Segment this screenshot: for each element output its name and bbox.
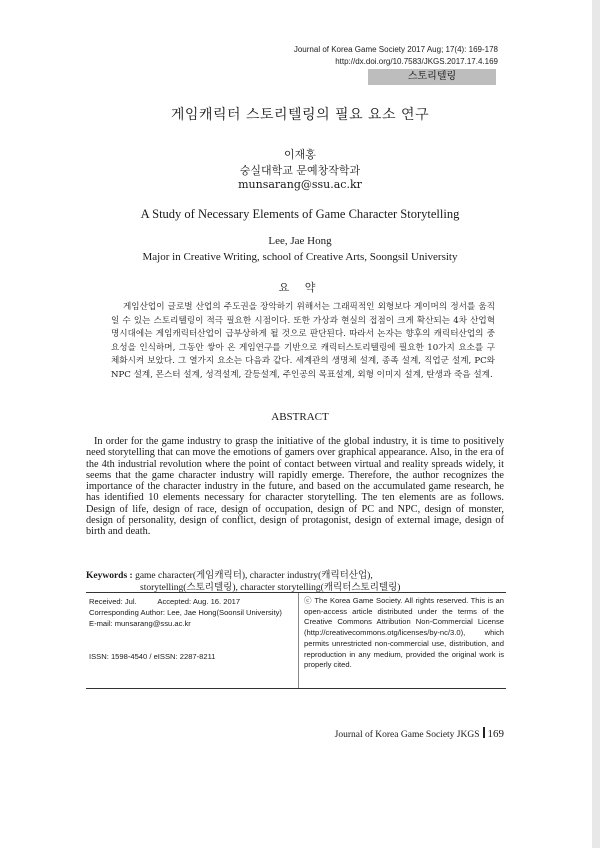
abstract-english-heading: ABSTRACT xyxy=(271,411,329,423)
affiliation-english: Major in Creative Writing, school of Creative Arts, Soongsil University xyxy=(142,251,458,263)
journal-citation: Journal of Korea Game Society 2017 Aug; 17(4): 169-178 xyxy=(293,45,498,54)
abstract-english: In order for the game industry to grasp the initiative of the global industry, it is time to positively need storytelling that can move the emotions of gamers over graphical appearance. Also, in the era of the 4th industrial revolution where the point of contact between virtual and reality spreads widely, it seems that the game character industry will rapidly emerge. Therefore, the author recognizes the importance of the character industry in the future, and based on the accumulated game research, he has identified 10 elements necessary for character storytelling. The ten elements are as follows. Design of life, design of race, design of occupation, design of PC and NPC, design of monster, design of personality, design of conflict, design of protagonist, design of external image, design of birth and death. xyxy=(86,436,504,538)
article-info-box xyxy=(86,592,506,689)
abstract-korean-heading: 요 약 xyxy=(278,281,322,294)
footer-divider xyxy=(483,727,485,738)
article-info-left xyxy=(89,596,289,662)
issn: ISSN: 1598-4540 / eISSN: 2287-8211 xyxy=(89,652,216,661)
footer-journal: Journal of Korea Game Society JKGS xyxy=(334,730,480,740)
section-tag: 스토리텔링 xyxy=(368,69,496,85)
author-korean: 이재홍 xyxy=(284,148,316,161)
license-notice: ⓒ The Korea Game Society. All rights reserved. This is an open-access article distributed under the terms of the Creative Commons Attribution Non-Commercial License (http://creativecommons.otg/licenses/by-nc/3.0), which permits unrestricted non-commercial use, distribution, and reproduction in any medium, provided the original work is properly cited. xyxy=(304,596,504,670)
affiliation-korean: 숭실대학교 문예창작학과 xyxy=(239,164,361,177)
keywords-label: Keywords : xyxy=(86,571,133,581)
page-number: 169 xyxy=(487,728,504,740)
corresponding-author: Corresponding Author: Lee, Jae Hong(Soonsil University) xyxy=(89,608,282,617)
keywords-line-2: storytelling(스토리텔링), character storytelling(캐릭터스토리텔링) xyxy=(140,583,401,593)
abstract-korean: 게임산업이 글로벌 산업의 주도권을 장악하기 위해서는 그래픽적인 외형보다 게이머의 정서를 움직일 수 있는 스토리텔링이 적극 필요한 시점이다. 또한 가상과 현실의 접점이 크게 확산되는 4차 산업혁명시대에는 게임캐릭터산업이 급부상하게 될 것으로 판단된다. 따라서 논자는 향후의 캐릭터산업의 중요성을 인식하며, 그동안 쌓아 온 게임연구를 기반으로 캐릭터스토리텔링에 필요한 10가지 요소를 구체화시켜 보았다. 그 열가지 요소는 다음과 같다. 세계관의 생명체 설계, 종족 설계, 직업군 설계, PC와 NPC 설계, 몬스터 설계, 성격설계, 갈등설계, 주인공의 목표설계, 외형 이미지 설계, 탄생과 죽음 설계. xyxy=(111,302,495,380)
page-footer xyxy=(335,727,504,740)
keywords-block xyxy=(86,570,506,594)
doi-link[interactable]: http://dx.doi.org/10.7583/JKGS.2017.17.4.169 xyxy=(335,57,498,66)
page-edge xyxy=(592,0,600,848)
author-english: Lee, Jae Hong xyxy=(268,235,332,247)
title-korean: 게임캐릭터 스토리텔링의 필요 요소 연구 xyxy=(170,107,430,123)
keywords-line-1: game character(게임캐릭터), character industry(캐릭터산업), xyxy=(135,571,373,581)
title-english: A Study of Necessary Elements of Game Character Storytelling xyxy=(140,207,460,221)
info-divider xyxy=(298,593,299,688)
received-dates: Received: Jul. Accepted: Aug. 16. 2017 xyxy=(89,597,241,606)
corresponding-email[interactable]: E-mail: munsarang@ssu.ac.kr xyxy=(89,619,191,628)
author-email[interactable]: munsarang@ssu.ac.kr xyxy=(238,178,362,191)
